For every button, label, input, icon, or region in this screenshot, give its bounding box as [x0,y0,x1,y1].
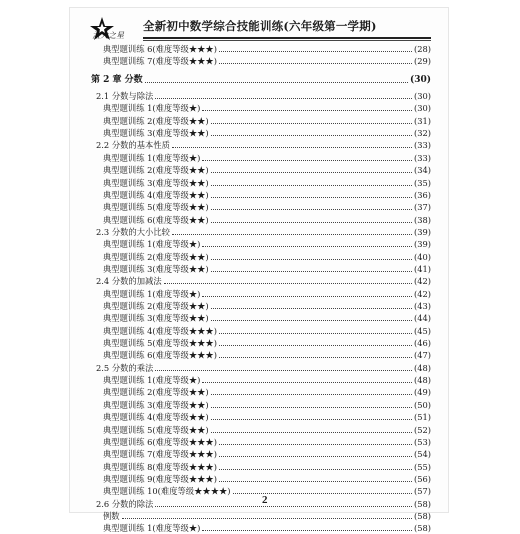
toc-entry-title: 典型题训练 3(难度等级★★) [103,177,209,188]
toc-entry[interactable] [103,337,431,349]
toc-entry[interactable] [103,164,431,176]
toc-page-number: (53) [413,436,431,447]
toc-section[interactable] [96,362,431,374]
toc-entry-title: 典型题训练 3(难度等级★★) [103,263,209,274]
toc-entry[interactable] [103,288,431,300]
toc-entry-title: 典型题训练 2(难度等级★★) [103,165,209,176]
dot-leader [211,122,412,124]
toc-page-number: (29) [413,56,431,67]
toc-entry[interactable] [103,349,431,361]
toc-entry[interactable] [103,411,431,423]
toc-entry[interactable] [103,152,431,164]
dot-leader [219,468,412,470]
toc-entry-title: 典型题训练 2(难度等级★★) [103,301,209,311]
toc-page-number: (30) [409,74,431,85]
toc-entry-title: 典型题训练 4(难度等级★★) [103,189,209,200]
dot-leader [164,282,412,284]
toc-page-number: (45) [413,325,431,336]
toc-entry-title: 2.1 分数与除法 [96,91,154,102]
toc-entry[interactable] [103,115,431,127]
toc-page-number: (57) [413,486,431,497]
toc-page-number: (58) [413,523,431,534]
toc-entry-title: 典型题训练 10(难度等级★★★★) [103,486,231,497]
toc-entry-title: 典型题训练 8(难度等级★★★) [103,461,217,472]
dot-leader [211,319,412,321]
toc-entry[interactable] [103,43,431,55]
header-title: 全新初中数学综合技能训练(六年级第一学期) [143,19,377,33]
toc-entry-title: 典型题训练 1(难度等级★) [103,288,201,299]
toc-page-number: (48) [413,362,431,373]
toc-entry-title: 典型题训练 4(难度等级★★★) [103,325,217,336]
toc-page-number: (52) [413,424,431,435]
dot-leader [219,50,412,52]
toc-section[interactable] [96,90,431,102]
dot-leader [219,356,412,358]
toc-entry[interactable] [103,214,431,226]
toc-page-number: (48) [413,375,431,386]
toc-entry-title: 典型题训练 6(难度等级★★★) [103,350,217,361]
toc-page-number: (50) [413,399,431,410]
toc-entry[interactable] [103,436,431,448]
toc-entry-title: 典型题训练 1(难度等级★) [103,523,201,534]
toc-entry-title: 典型题训练 2(难度等级★★) [103,251,209,262]
dot-leader [202,109,412,111]
toc-entry[interactable] [103,448,431,460]
toc-entry-title: 典型题训练 3(难度等级★★) [103,313,209,324]
dot-leader [202,159,412,161]
toc-entry[interactable] [103,473,431,485]
toc-entry-title: 典型题训练 6(难度等级★★★) [103,436,217,447]
dot-leader [211,208,412,210]
toc-page-number: (54) [413,449,431,460]
toc-entry[interactable] [103,201,431,213]
toc-entry-title: 典型题训练 7(难度等级★★★) [103,56,217,67]
toc-entry-title: 典型题训练 5(难度等级★★) [103,202,209,213]
toc-page-number: (35) [413,177,431,188]
toc-entry-title: 2.3 分数的大小比较 [96,226,170,237]
toc-page-number: (28) [413,44,431,54]
toc-page-number: (30) [413,91,431,102]
dot-leader [211,258,412,260]
toc-entry-title: 2.5 分数的乘法 [96,362,154,373]
toc-page-number: (58) [413,510,431,521]
toc-section[interactable] [96,275,431,287]
toc-page-number: (51) [413,412,431,423]
dot-leader [122,517,412,519]
toc-page-number: (36) [413,189,431,200]
dot-leader [211,270,412,272]
toc-entry-title: 2.2 分数的基本性质 [96,140,170,151]
toc-entry-title: 例数 [103,510,120,521]
dot-leader [219,344,412,346]
toc-page-number: (46) [413,338,431,349]
toc-entry[interactable] [103,374,431,386]
dot-leader [172,233,412,235]
toc-entry[interactable] [103,127,431,139]
toc-page-number: (30) [413,103,431,114]
toc-entry[interactable] [103,177,431,189]
toc-page-number: (44) [413,313,431,324]
toc-page-number: (33) [413,140,431,151]
dot-leader [211,307,412,309]
toc-chapter[interactable] [91,74,431,86]
toc-entry-title: 2.4 分数的加减法 [96,276,162,287]
toc-entry[interactable] [103,461,431,473]
toc-section[interactable] [96,139,431,151]
dot-leader [202,381,412,383]
toc-page-number: (49) [413,387,431,398]
toc-entry-title: 典型题训练 3(难度等级★★) [103,128,209,139]
toc-entry[interactable] [103,238,431,250]
dot-leader [211,418,412,420]
toc-page-number: (55) [413,461,431,472]
dot-leader [155,97,412,99]
toc-entry[interactable] [103,102,431,114]
dot-leader [155,505,412,507]
toc-entry-title: 典型题训练 9(难度等级★★★) [103,473,217,484]
toc-page-number: (42) [413,288,431,299]
toc-page-number: (40) [413,251,431,262]
dot-leader [202,245,412,247]
logo-text: 孟大之星 [92,31,124,40]
toc-entry-title: 典型题训练 2(难度等级★★) [103,387,209,398]
toc-page-number: (41) [413,263,431,274]
toc-entry-title: 典型题训练 1(难度等级★) [103,103,201,114]
toc-page-number: (37) [413,202,431,213]
toc-entry-title: 典型题训练 5(难度等级★★) [103,424,209,435]
toc-entry[interactable] [103,263,431,275]
toc-entry-title: 第 2 章 分数 [91,74,143,85]
toc-entry-title: 典型题训练 1(难度等级★) [103,375,201,386]
toc-entry-title: 典型题训练 1(难度等级★) [103,239,201,250]
toc-entry[interactable] [103,251,431,263]
dot-leader [202,295,412,297]
toc-entry-title: 典型题训练 4(难度等级★★) [103,412,209,423]
toc-page-number: (34) [413,165,431,176]
toc-page-number: (31) [413,115,431,126]
toc-entry-title: 典型题训练 6(难度等级★★) [103,214,209,225]
toc-entry[interactable] [103,399,431,411]
dot-leader [211,196,412,198]
dot-leader [219,480,412,482]
toc-page-number: (39) [413,226,431,237]
dot-leader [155,369,412,371]
toc-entry-title: 2.6 分数的除法 [96,498,154,509]
dot-leader [211,406,412,408]
dot-leader [172,146,412,148]
toc-entry[interactable] [103,300,431,312]
toc-page-number: (43) [413,301,431,311]
toc-page-number: (42) [413,276,431,287]
toc-entry[interactable] [103,325,431,337]
dot-leader [219,62,412,64]
dot-leader [211,431,412,433]
dot-leader [233,492,412,494]
dot-leader [219,455,412,457]
toc-entry-title: 典型题训练 2(难度等级★★) [103,115,209,126]
dot-leader [211,171,412,173]
dot-leader [219,332,412,334]
dot-leader [211,134,412,136]
toc-entry-title: 典型题训练 1(难度等级★) [103,152,201,163]
toc-entry-title: 典型题训练 6(难度等级★★★) [103,44,217,54]
toc-entry[interactable] [103,522,431,534]
toc-page-number: (32) [413,128,431,139]
page-number: 2 [262,494,268,506]
toc-entry[interactable] [103,55,431,67]
toc-entry-title: 典型题训练 5(难度等级★★★) [103,338,217,349]
toc-section[interactable] [96,226,431,238]
toc-page-number: (38) [413,214,431,225]
dot-leader [219,443,412,445]
toc-entry[interactable] [103,510,431,522]
dot-leader [211,221,412,223]
dot-leader [145,81,408,83]
toc-entry[interactable] [103,424,431,436]
dot-leader [202,529,412,531]
toc-entry[interactable] [103,312,431,324]
toc-entry[interactable] [103,386,431,398]
toc-entry-title: 典型题训练 3(难度等级★★) [103,399,209,410]
toc-entry[interactable] [103,189,431,201]
toc-entry-title: 典型题训练 7(难度等级★★★) [103,449,217,460]
dot-leader [211,393,412,395]
toc-page-number: (56) [413,473,431,484]
dot-leader [211,184,412,186]
toc-page-number: (47) [413,350,431,361]
toc-page-number: (33) [413,152,431,163]
toc-page-number: (58) [413,498,431,509]
toc-page-number: (39) [413,239,431,250]
